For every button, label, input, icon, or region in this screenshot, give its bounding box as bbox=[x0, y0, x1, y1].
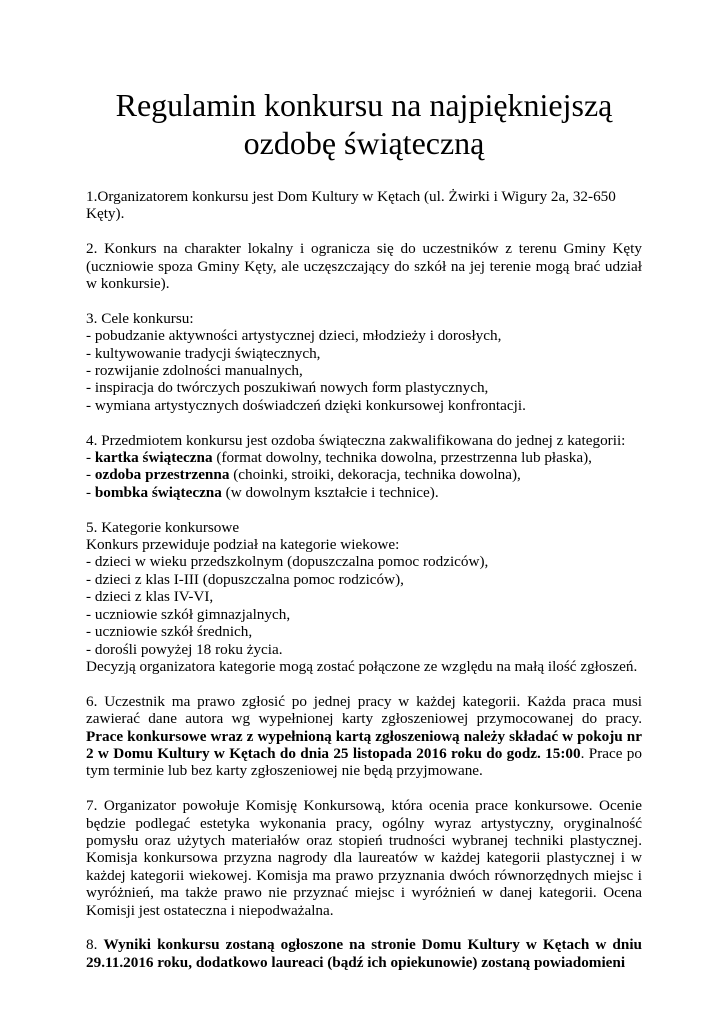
category-name: bombka świąteczna bbox=[94, 483, 222, 501]
category-description: (choinki, stroiki, dekoracja, technika dowolna), bbox=[229, 466, 521, 484]
list-item bbox=[86, 466, 642, 483]
section-1-paragraph: 1.Organizatorem konkursu jest Dom Kultury w Kętach (ul. Żwirki i Wigury 2a, 32-650 Kęty). bbox=[86, 188, 616, 223]
document-page bbox=[86, 86, 642, 989]
section-5-outro: Decyzją organizatora kategorie mogą zostać połączone ze względu na małą ilość zgłoszeń. bbox=[86, 657, 638, 675]
section-6-text-start: 6. Uczestnik ma prawo zgłosić po jednej pracy w każdej kategorii. Każda praca musi zawierać dane autora wg wypełnionej karty zgłoszeniowej przymocowanej do pracy. bbox=[86, 692, 642, 728]
category-name: kartka świąteczna bbox=[94, 449, 213, 467]
section-3-heading: 3. Cele konkursu: bbox=[86, 309, 194, 327]
section-7-paragraph: 7. Organizator powołuje Komisję Konkursową, która ocenia prace konkursowe. Ocenie będzie podlegać estetyka wykonania pracy, ogólny wyraz artystyczny, oryginalność pomysłu oraz użytych materiałów oraz stopień trudności wybranej techniki plastycznej. Komisja konkursowa przyzna nagrody dla laureatów w każdej kategorii plastycznej i w każdej kategorii wiekowej. Komisja ma prawo przyznania dwóch równorzędnych miejsc i wyróżnień, ma także prawo nie przyznać miejsc i wyróżnień w danej kategorii. Ocena Komisji jest ostateczna i niepodważalna. bbox=[86, 797, 642, 919]
list-item: - rozwijanie zdolności manualnych, bbox=[86, 362, 303, 380]
list-item: - uczniowie szkół gimnazjalnych, bbox=[86, 605, 291, 623]
list-item bbox=[86, 484, 642, 501]
section-8-results-notice: Wyniki konkursu zostaną ogłoszone na stronie Domu Kultury w Kętach w dniu 29.11.2016 roku, dodatkowo laureaci (bądź ich opiekunowie) zostaną powiadomieni bbox=[86, 936, 642, 971]
title-line-2: ozdobę świąteczną bbox=[243, 125, 485, 161]
category-description: (w dowolnym kształcie i technice). bbox=[221, 483, 439, 501]
section-6-text-end: . Prace po tym terminie lub bez karty zgłoszeniowej nie będą przyjmowane. bbox=[86, 744, 642, 780]
section-8-prefix: 8. bbox=[86, 936, 104, 954]
section-4-categories bbox=[86, 432, 642, 502]
category-description: (format dowolny, technika dowolna, przestrzenna lub płaska), bbox=[212, 449, 592, 467]
section-5-heading: 5. Kategorie konkursowe bbox=[86, 518, 240, 536]
list-item: - uczniowie szkół średnich, bbox=[86, 623, 253, 641]
list-item: - dzieci z klas IV-VI, bbox=[86, 588, 214, 606]
list-item-prefix: - bbox=[86, 466, 95, 484]
section-8-paragraph bbox=[86, 936, 642, 971]
section-5-age-categories bbox=[86, 519, 642, 676]
list-item: - wymiana artystycznych doświadczeń dzięki konkursowej konfrontacji. bbox=[86, 396, 526, 414]
section-2-paragraph: 2. Konkurs na charakter lokalny i ogranicza się do uczestników z terenu Gminy Kęty (uczniowie spoza Gminy Kęty, ale uczęszczający do szkół na jej terenie mogą brać udział w konkursie). bbox=[86, 240, 642, 293]
category-name: ozdoba przestrzenna bbox=[94, 466, 230, 484]
section-4-heading: 4. Przedmiotem konkursu jest ozdoba świąteczna zakwalifikowana do jednej z kategorii: bbox=[86, 431, 626, 449]
list-item-prefix: - bbox=[86, 483, 95, 501]
page-title bbox=[86, 86, 642, 162]
list-item: - kultywowanie tradycji świątecznych, bbox=[86, 344, 321, 362]
list-item bbox=[86, 449, 642, 466]
section-6-deadline-notice: Prace konkursowe wraz z wypełnioną kartą zgłoszeniową należy składać w pokoju nr 2 w Domu Kultury w Kętach do dnia 25 listopada 2016 roku do godz. 15:00 bbox=[86, 727, 642, 762]
list-item: - pobudzanie aktywności artystycznej dzieci, młodzieży i dorosłych, bbox=[86, 327, 502, 345]
section-5-intro: Konkurs przewiduje podział na kategorie wiekowe: bbox=[86, 536, 400, 554]
list-item: - dzieci w wieku przedszkolnym (dopuszczalna pomoc rodziców), bbox=[86, 553, 489, 571]
list-item: - dorośli powyżej 18 roku życia. bbox=[86, 640, 283, 658]
list-item-prefix: - bbox=[86, 449, 95, 467]
title-line-1: Regulamin konkursu na najpiękniejszą bbox=[115, 87, 613, 123]
list-item: - inspiracja do twórczych poszukiwań nowych form plastycznych, bbox=[86, 379, 489, 397]
list-item: - dzieci z klas I-III (dopuszczalna pomoc rodziców), bbox=[86, 570, 404, 588]
section-3-goals bbox=[86, 310, 642, 414]
section-6-paragraph bbox=[86, 693, 642, 780]
